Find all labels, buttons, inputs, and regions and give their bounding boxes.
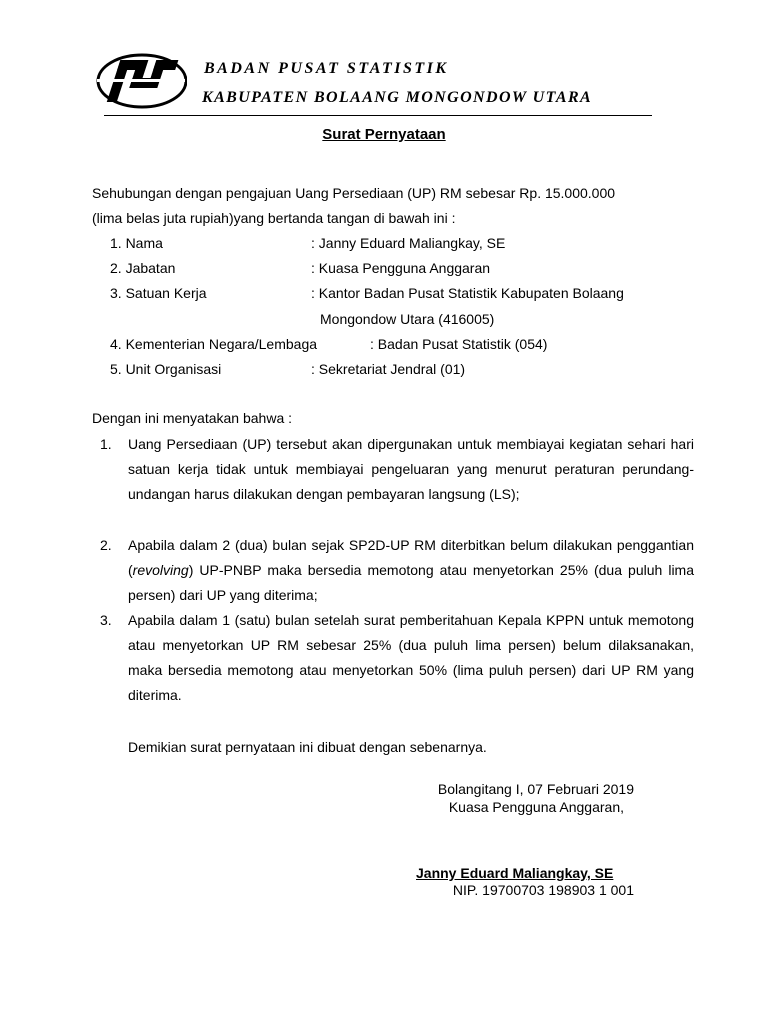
document-title: Surat Pernyataan	[322, 126, 446, 143]
identity-value-jabatan: : Kuasa Pengguna Anggaran	[311, 260, 491, 276]
org-name-line1: BADAN PUSAT STATISTIK	[204, 60, 449, 77]
statement-text-part: Apabila dalam 2 (dua) bulan sejak SP2D-UP RM diterbitkan belum dilakukan penggantian (	[128, 537, 694, 578]
statement-text-italic: revolving	[132, 562, 189, 578]
identity-value-unit: : Sekretariat Jendral (01)	[311, 361, 466, 377]
identity-value-nama: : Janny Eduard Maliangkay, SE	[311, 235, 506, 251]
statement-intro: Dengan ini menyatakan bahwa :	[92, 410, 293, 426]
intro-line2: (lima belas juta rupiah)yang bertanda tangan di bawah ini :	[92, 210, 456, 226]
statement-text	[128, 432, 694, 507]
statement-text	[128, 608, 694, 708]
statement-text	[128, 533, 694, 608]
statement-text-part: Apabila dalam 1 (satu) bulan setelah surat pemberitahuan Kepala KPPN untuk memotong atau menyetorkan UP RM sebesar 25% (dua puluh lima persen) belum dilaksanakan, maka bersedia memotong atau menyetorkan 50% (lima puluh persen) dari UP RM yang diterima.	[128, 612, 694, 703]
closing-text: Demikian surat pernyataan ini dibuat dengan sebenarnya.	[128, 739, 487, 755]
identity-label-kementerian: 4. Kementerian Negara/Lembaga	[110, 336, 318, 352]
org-name-line2: KABUPATEN BOLAANG MONGONDOW UTARA	[202, 89, 593, 106]
statement-text-part: Uang Persediaan (UP) tersebut akan dipergunakan untuk membiayai kegiatan sehari hari satuan kerja tidak untuk membiayai pengeluaran yang menurut peraturan perundang-undangan harus dilakukan dengan pembayaran langsung (LS);	[128, 436, 694, 502]
identity-value-satker-cont: Mongondow Utara (416005)	[320, 311, 495, 327]
signature-position: Kuasa Pengguna Anggaran,	[448, 799, 624, 815]
statement-number: 1.	[100, 436, 112, 452]
identity-value-satker: : Kantor Badan Pusat Statistik Kabupaten Bolaang	[311, 285, 624, 301]
identity-label-unit: 5. Unit Organisasi	[110, 361, 222, 377]
signature-place-date: Bolangitang I, 07 Februari 2019	[437, 781, 634, 797]
bps-logo-icon	[95, 52, 187, 110]
statement-number: 3.	[100, 612, 112, 628]
identity-label-satker: 3. Satuan Kerja	[110, 285, 207, 301]
identity-value-kementerian: : Badan Pusat Statistik (054)	[370, 336, 548, 352]
header-divider	[104, 115, 652, 116]
statement-number: 2.	[100, 537, 112, 553]
intro-line1: Sehubungan dengan pengajuan Uang Persediaan (UP) RM sebesar Rp. 15.000.000	[92, 185, 616, 201]
identity-label-jabatan: 2. Jabatan	[110, 260, 176, 276]
signature-nip: NIP. 19700703 198903 1 001	[452, 882, 634, 898]
statement-text-part: ) UP-PNBP maka bersedia memotong atau menyetorkan 25% (dua puluh lima persen) dari UP yang diterima;	[128, 562, 694, 603]
signature-name: Janny Eduard Maliangkay, SE	[416, 865, 614, 881]
identity-label-nama: 1. Nama	[110, 235, 163, 251]
